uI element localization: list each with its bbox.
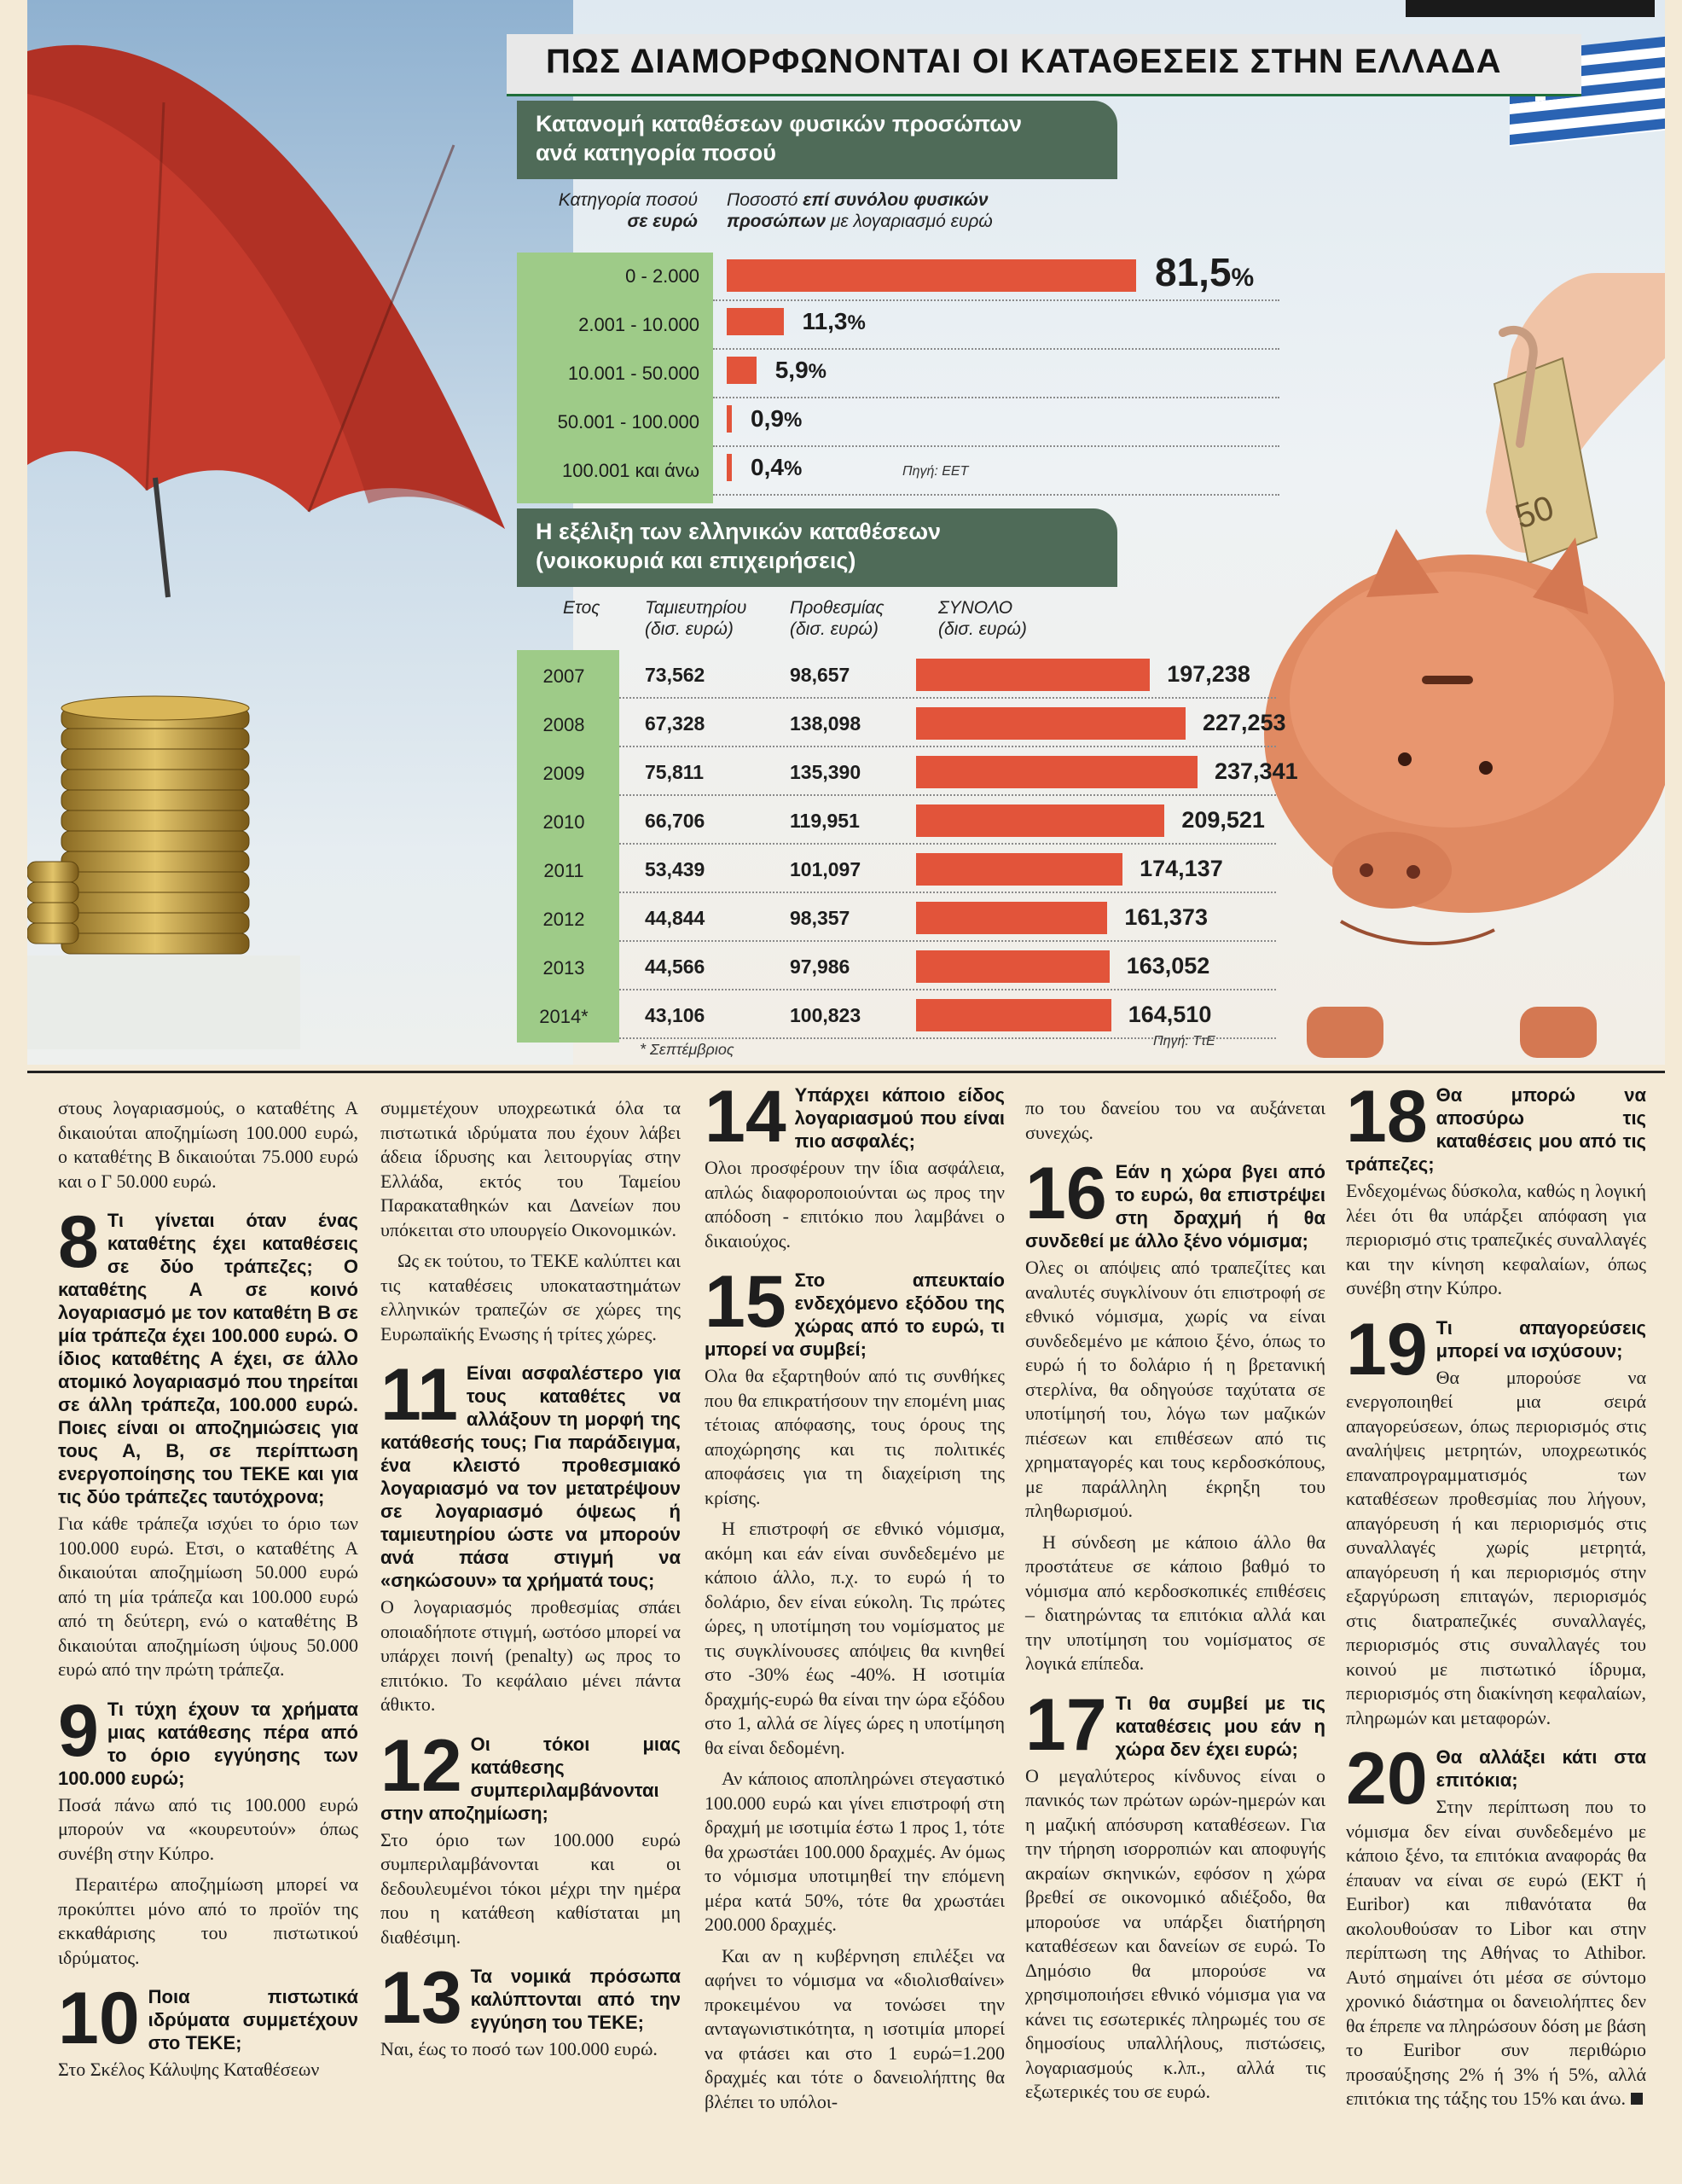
- distribution-heading: [517, 101, 1117, 179]
- question-text: Θα αλλάξει κάτι στα επιτόκια;: [1436, 1746, 1646, 1791]
- percentage-value: [775, 357, 826, 384]
- term-value: 100,823: [790, 1004, 861, 1026]
- percentage-bar: [727, 259, 1136, 292]
- total-value: 174,137: [1140, 856, 1223, 881]
- answer: Ολα θα εξαρτηθούν από τις συνθήκες που θα επικρατήσουν την επομένη μιας τέτοιας απόφασης, τους όρους της αποχώρησης και τις πολιτικές αποφάσεις για τη διαχείριση της κρίσης.: [705, 1365, 1005, 1508]
- section-tab: [1406, 0, 1655, 17]
- percentage-header-part4: με λογαριασμό ευρώ: [826, 212, 993, 231]
- row-divider: [713, 397, 1279, 398]
- end-of-article-mark: [1631, 2093, 1643, 2105]
- percentage-header-part1: Ποσοστό: [727, 190, 803, 210]
- term-value: 119,951: [790, 810, 860, 832]
- percentage-bar: [727, 357, 757, 384]
- question-20: [1346, 1738, 1646, 1820]
- question-text: Τι θα συμβεί με τις καταθέσεις μου εάν η χώρα δεν έχει ευρώ;: [1115, 1692, 1325, 1760]
- total-value: 227,253: [1202, 710, 1286, 735]
- evolution-heading-line1: Η εξέλιξη των ελληνικών καταθέσεων: [536, 519, 942, 544]
- umbrella-image: [27, 0, 539, 614]
- question-12: [380, 1724, 681, 1825]
- row-divider: [619, 892, 1276, 893]
- row-divider: [619, 843, 1276, 845]
- percent-sign: %: [847, 311, 866, 334]
- question-text: Οι τόκοι μιας κατάθεσης συμπεριλαμβάνονται στην αποζημίωση;: [380, 1733, 681, 1824]
- percentage-number: 5,9: [774, 357, 809, 383]
- distribution-source: Πηγή: ΕΕΤ: [902, 464, 969, 479]
- percent-sign: %: [808, 360, 827, 383]
- term-value: 135,390: [790, 761, 861, 783]
- percentage-bar: [727, 405, 732, 433]
- question-18: [1346, 1076, 1646, 1176]
- year-label: 2007: [542, 665, 585, 687]
- category-label: 2.001 - 10.000: [578, 314, 699, 335]
- distribution-heading-line1: Κατανομή καταθέσεων φυσικών προσώπων: [536, 111, 1023, 136]
- amount-category-header-line2: σε ευρώ: [627, 212, 698, 231]
- term-value: 98,357: [790, 907, 850, 929]
- question-number: 15: [705, 1261, 786, 1343]
- row-divider: [713, 494, 1279, 496]
- savings-header: [645, 597, 746, 640]
- question-number: 12: [380, 1724, 462, 1807]
- paragraph: πο του δανείου του να αυξάνεται συνεχώς.: [1025, 1097, 1325, 1143]
- percentage-header: [727, 189, 1085, 232]
- year-label: 2008: [542, 714, 585, 735]
- answer: Για κάθε τράπεζα ισχύει το όριο των 100.000 ευρώ. Ετσι, ο καταθέτης Α δικαιούται αποζημίωση 50.000 ευρώ από τη μία τράπεζα και 100.000 ευρώ από τη δεύτερη, ενώ ο καταθέτης Β δικαιούται αποζημίωση ύψους 50.000 ευρώ από την πρώτη τράπεζα.: [58, 1513, 358, 1680]
- evolution-footnote: * Σεπτέμβριος: [640, 1041, 734, 1058]
- category-label: 100.001 και άνω: [562, 460, 699, 481]
- savings-value: 73,562: [645, 664, 705, 686]
- savings-value: 53,439: [645, 858, 705, 880]
- answer: Ναι, έως το ποσό των 100.000 ευρώ.: [380, 2038, 658, 2059]
- row-divider: [713, 445, 1279, 447]
- total-value: 197,238: [1167, 661, 1250, 687]
- percentage-value: [751, 405, 802, 433]
- row-divider: [619, 697, 1276, 699]
- question-number: 17: [1025, 1683, 1107, 1766]
- total-value: 161,373: [1124, 904, 1208, 930]
- percentage-bar: [727, 308, 784, 335]
- percentage-number: 0,4: [751, 454, 784, 480]
- question-number: 14: [705, 1076, 786, 1158]
- term-value: 138,098: [790, 712, 861, 735]
- question-11: [380, 1354, 681, 1592]
- question-text: Θα μπορώ να αποσύρω τις καταθέσεις μου από τις τράπεζες;: [1346, 1084, 1646, 1175]
- category-label: 0 - 2.000: [625, 265, 699, 287]
- savings-header-line2: (δισ. ευρώ): [645, 619, 734, 639]
- savings-value: 75,811: [645, 761, 705, 783]
- total-value: 163,052: [1126, 953, 1210, 979]
- question-10: [58, 1978, 358, 2059]
- answer: Ποσά πάνω από τις 100.000 ευρώ μπορούν να «κουρευτούν» όπως συνέβη στην Κύπρο.: [58, 1793, 358, 1864]
- answer: Στο όριο των 100.000 ευρώ συμπεριλαμβάνονται και οι δεδουλευμένοι τόκοι μέχρι την ημέρα που η κατάθεση καθίσταται μη διαθέσιμη.: [380, 1828, 681, 1948]
- term-value: 101,097: [790, 858, 861, 880]
- piggy-bank-image: [1238, 256, 1665, 1065]
- term-header-line1: Προθεσμίας: [790, 598, 884, 618]
- question-text: Εάν η χώρα βγει από το ευρώ, θα επιστρέψει στη δραχμή ή θα συνδεθεί με άλλο ξένο νόμισμα;: [1025, 1161, 1325, 1252]
- question-text: Τι γίνεται όταν ένας καταθέτης έχει καταθέσεις σε δύο τράπεζες; Ο καταθέτης Α σε κοινό λογαριασμό με τον καταθέτη Β σε μία τράπεζα έχει 100.000 ευρώ. Ο ίδιος καταθέτης Α έχει, σε άλλο ατομικό λογαριασμό που τηρείται σε άλλη τράπεζα, 100.000 ευρώ. Ποιες είναι οι αποζημιώσεις για τους Α, Β, σε περίπτωση ενεργοποίησης του ΤΕΚΕ και για τις δύο τράπεζες ταυτόχρονα;: [58, 1210, 358, 1507]
- answer: Η επιστροφή σε εθνικό νόμισμα, ακόμη και εάν είναι συνδεδεμένο με κάποιο άλλο, π.χ. το ευρώ ή το δολάριο, δεν είναι εύκολη. Τις πρώτες ώρες, η υποτίμηση του νομίσματος με τις συγκλίνουσες απόψεις θα κινηθεί στο -30% έως -40%. Η ισοτιμία δραχμής-ευρώ θα είναι την ώρα εξόδου στο 1, αλλά σε λίγες ώρες η υποτίμηση θα είναι δεδομένη.: [705, 1518, 1005, 1758]
- percentage-value: [751, 454, 802, 481]
- row-divider: [619, 794, 1276, 796]
- question-text: Τα νομικά πρόσωπα καλύπτονται από την εγγύηση του ΤΕΚΕ;: [470, 1966, 681, 2033]
- question-19: [1346, 1308, 1646, 1391]
- percentage-value: [803, 308, 866, 335]
- year-label: 2011: [543, 860, 584, 881]
- article-column-1: [58, 1096, 358, 2089]
- answer: Ο μεγαλύτερος κίνδυνος είναι ο πανικός των πρώτων ωρών-ημερών και η μαζική απόσυρση καταθέσεων. Για την τήρηση ισορροπιών και αποφυγής ακραίων σκηνικών, εφόσον η χώρα βρεθεί σε οικονομικό αδιέξοδο, θα μπορούσε να υπάρξει διατήρηση καταθέσεων και δανείων σε ευρώ. Το Δημόσιο θα μπορούσε να χρησιμοποιήσει εθνικό νόμισμα για να κάνει τις εσωτερικές πληρωμές του σε δημοσίους υπαλλήλους, πιστώσεις, λογαριασμούς κ.λπ., αλλά τις εξωτερικές του σε ευρώ.: [1025, 1764, 1325, 2102]
- answer: Η σύνδεση με κάποιο άλλο θα προστάτευε σε κάποιο βαθμό το νόμισμα από κερδοσκοπικές επιθέσεις – διατηρώντας τα επιτόκια αλλά και την υποτίμηση του νομίσματος σε λογικά επίπεδα.: [1025, 1531, 1325, 1674]
- question-number: 19: [1346, 1308, 1428, 1391]
- percentage-number: 11,3: [802, 308, 848, 334]
- total-value: 164,510: [1128, 1002, 1212, 1027]
- question-number: 9: [58, 1689, 99, 1772]
- amount-category-header-line1: Κατηγορία ποσού: [558, 190, 698, 210]
- year-header: Ετος: [563, 598, 600, 618]
- savings-value: 44,844: [645, 907, 705, 929]
- answer: Αν κάποιος αποπληρώνει στεγαστικό 100.000 ευρώ και γίνει επιστροφή στη δραχμή με ισοτιμία έστω 1 προς 1, τότε θα χρωστάει 100.000 δραχμές. Αν όμως το νόμισμα υποτιμηθεί την επόμενη μέρα κατά 50%, τότε θα χρωστάει 200.000 δραχμές.: [705, 1768, 1005, 1935]
- total-bar: [916, 853, 1122, 886]
- question-number: 13: [380, 1957, 462, 2039]
- paragraph: Ως εκ τούτου, το ΤΕΚΕ καλύπτει και τις καταθέσεις υποκαταστημάτων ελληνικών τραπεζών σε χώρες της Ευρωπαϊκής Ενωσης ή τρίτες χώρες.: [380, 1250, 681, 1345]
- savings-header-line1: Ταμιευτηρίου: [645, 598, 747, 618]
- answer-text: Στην περίπτωση που το νόμισμα δεν είναι συνδεδεμένο με κάποιο ξένο, τα επιτόκια αναφοράς θα έπαυαν να είναι σε ευρώ (ΕΚΤ ή Euribor) και πιθανότατα θα ακολουθούσαν το Libor και στην περίπτωση της Αθήνας το Athibor. Αυτό σημαίνει ότι μέσα σε σύντομο χρονικό διάστημα οι δανειολήπτες δεν θα έπρεπε να πληρώσουν δόση με βάση το Euribor συν περιθώριο προσαύξησης 2% ή 3% ή 5%, αλλά επιτόκια της τάξης του 15% και άνω.: [1346, 1796, 1646, 2109]
- question-15: [705, 1261, 1005, 1361]
- question-text: Στο απευκταίο ενδεχόμενο εξόδου της χώρας από το ευρώ, τι μπορεί να συμβεί;: [705, 1269, 1005, 1360]
- question-number: 10: [58, 1978, 140, 2059]
- percent-sign: %: [783, 457, 803, 480]
- question-16: [1025, 1153, 1325, 1252]
- paragraph: στους λογαριασμούς, ο καταθέτης Α δικαιούται αποζημίωση 100.000 ευρώ, ο καταθέτης Β δικαιούται 75.000 ευρώ και ο Γ 50.000 ευρώ.: [58, 1097, 358, 1192]
- savings-value: 67,328: [645, 712, 705, 735]
- question-text: Τι απαγορεύσεις μπορεί να ισχύσουν;: [1436, 1316, 1646, 1362]
- infographic-title-box: [507, 34, 1581, 96]
- percentage-number: 0,9: [751, 405, 784, 432]
- year-label: 2010: [542, 811, 585, 833]
- infographic-title: ΠΩΣ ΔΙΑΜΟΡΦΩΝΟΝΤΑΙ ΟΙ ΚΑΤΑΘΕΣΕΙΣ ΣΤΗΝ ΕΛΛΑΔΑ: [546, 43, 1502, 80]
- category-label: 10.001 - 50.000: [567, 363, 699, 384]
- article-column-4: [1025, 1096, 1325, 2111]
- percent-sign: %: [783, 409, 803, 432]
- answer: Περαιτέρω αποζημίωση μπορεί να προκύπτει μόνο από το προϊόν της εκκαθάρισης του πιστωτικού ιδρύματος.: [58, 1873, 358, 1968]
- answer: Θα μπορούσε να ενεργοποιηθεί μια σειρά απαγορεύσεων, όπως περιορισμός στις αναλήψεις μετρητών, υποχρεωτικός επαναπρογραμματισμός των καταθέσεων προθεσμίας που λήγουν, απαγόρευση ή και περιορισμός στις συναλλαγές χωρίς μετρητά, απαγόρευση ή και περιορισμός στην εξαργύρωση επιταγών, περιορισμός στις διατραπεζικές συναλλαγές, περιορισμός στις συναλλαγές του κοινού με πιστωτικό ίδρυμα, περιορισμός στη διακίνηση κεφαλαίων, πληρωμών και μεταφορών.: [1346, 1366, 1646, 1728]
- percentage-header-part3: προσώπων: [727, 212, 826, 231]
- answer: Ολες οι απόψεις από τραπεζίτες και αναλυτές συγκλίνουν ότι επιστροφή σε εθνικό νόμισμα, χωρίς να είναι συνδεδεμένο με κάποιο ξένο, όπως το ευρώ ή το δολάριο ή η βρετανική στερλίνα, θα οδηγούσε ταχύτατα σε υποτίμησή του, λόγω των μαζικών πιέσεων και επιθέσεων από τις χρηματαγορές και τους κερδοσκόπους, με παράλληλη έκρηξη του πληθωρισμού.: [1025, 1257, 1325, 1521]
- answer: Και αν η κυβέρνηση επιλέξει να αφήνει το νόμισμα να «διολισθαίνει» προκειμένου να τονώσει την ανταγωνιστικότητα, η ισοτιμία μπορεί να φτάσει και στο 1 ευρώ=1.200 δραχμές και τότε ο δανειολήπτης θα βλέπει το υπόλοι-: [705, 1944, 1005, 2112]
- article-column-5: [1346, 1076, 1646, 2118]
- total-bar: [916, 804, 1164, 837]
- answer: Ενδεχομένως δύσκολα, καθώς η λογική λέει ότι θα υπάρξει απόφαση για περιορισμό στις τραπεζικές συναλλαγές και την κίνηση κεφαλαίων, όπως συνέβη στην Κύπρο.: [1346, 1180, 1646, 1298]
- total-bar: [916, 999, 1111, 1031]
- total-header-line2: (δισ. ευρώ): [938, 619, 1027, 639]
- evolution-source: Πηγή: ΤτΕ: [1153, 1034, 1215, 1048]
- percentage-number: 81,5: [1155, 250, 1232, 294]
- question-13: [380, 1957, 681, 2039]
- savings-value: 66,706: [645, 810, 705, 832]
- term-value: 97,986: [790, 956, 850, 978]
- question-text: Είναι ασφαλέστερο για τους καταθέτες να αλλάξουν τη μορφή της κατάθεσής τους; Για παράδειγμα, ένα κλειστό προθεσμιακό λογαριασμό να τον μετατρέψουν σε λογαριασμό όψεως ή ταμιευτηρίου ώστε να μπορούν ανά πάσα στιγμή να «σηκώσουν» τα χρήματά τους;: [380, 1362, 681, 1591]
- coin-stacks-image: [27, 674, 300, 1049]
- year-label: 2013: [542, 957, 585, 979]
- category-label: 50.001 - 100.000: [557, 411, 699, 433]
- term-header-line2: (δισ. ευρώ): [790, 619, 879, 639]
- amount-category-header: [517, 189, 698, 232]
- question-number: 18: [1346, 1076, 1428, 1158]
- distribution-heading-line2: ανά κατηγορία ποσού: [536, 140, 776, 166]
- question-number: 8: [58, 1201, 99, 1283]
- answer: Ο λογαριασμός προθεσμίας σπάει οποιαδήποτε στιγμή, ωστόσο μπορεί να υπάρχει ποινή (penalty) ως προς το επιτόκιο. Το κεφάλαιο μένει πάντα άθικτο.: [380, 1596, 681, 1715]
- question-text: Υπάρχει κάποιο είδος λογαριασμού που είναι πιο ασφαλές;: [794, 1084, 1005, 1152]
- total-bar: [916, 659, 1150, 691]
- total-bar: [916, 950, 1110, 983]
- row-divider: [619, 989, 1276, 990]
- year-label: 2012: [542, 909, 585, 930]
- total-bar: [916, 902, 1107, 934]
- question-number: 16: [1025, 1153, 1107, 1234]
- question-number: 20: [1346, 1738, 1428, 1820]
- year-label: 2009: [542, 763, 585, 784]
- row-divider: [619, 940, 1276, 942]
- percentage-header-part2: επί συνόλου φυσικών: [803, 190, 989, 210]
- total-value: 209,521: [1181, 807, 1265, 833]
- term-header: [790, 597, 884, 640]
- total-value: 237,341: [1215, 758, 1298, 784]
- total-header-line1: ΣΥΝΟΛΟ: [938, 598, 1013, 618]
- year-label: 2014*: [539, 1006, 589, 1027]
- paragraph: συμμετέχουν υποχρεωτικά όλα τα πιστωτικά ιδρύματα που έχουν λάβει άδεια ίδρυσης και λειτουργίας στην Ελλάδα, εκτός του Ταμείου Παρακαταθηκών και Δανείων που υπόκειται στο υπουργείο Οικονομικών.: [380, 1097, 681, 1240]
- evolution-heading: [517, 508, 1117, 587]
- term-value: 98,657: [790, 664, 850, 686]
- question-text: Τι τύχη έχουν τα χρήματα μιας κατάθεσης πέρα από το όριο εγγύησης των 100.000 ευρώ;: [58, 1698, 358, 1789]
- total-header: [938, 597, 1027, 640]
- row-divider: [713, 348, 1279, 350]
- question-8: [58, 1201, 358, 1508]
- article-column-2: [380, 1096, 681, 2069]
- answer: Ολοι προσφέρουν την ίδια ασφάλεια, απλώς διαφοροποιούνται ως προς την απόδοση - επιτόκιο που λαμβάνει ο δικαιούχος.: [705, 1157, 1005, 1252]
- total-bar: [916, 707, 1186, 740]
- answer: [1346, 1795, 1646, 2111]
- savings-value: 43,106: [645, 1004, 705, 1026]
- year-labels-box: [517, 650, 619, 1043]
- evolution-heading-line2: (νοικοκυριά και επιχειρήσεις): [536, 548, 856, 573]
- row-divider: [619, 746, 1276, 747]
- article-column-3: [705, 1076, 1005, 2121]
- svg-text:50: 50: [1511, 488, 1559, 537]
- question-14: [705, 1076, 1005, 1158]
- percentage-bar: [727, 454, 732, 481]
- total-bar: [916, 756, 1198, 788]
- answer: Στο Σκέλος Κάλυψης Καταθέσεων: [58, 2059, 320, 2080]
- question-17: [1025, 1683, 1325, 1766]
- question-text: Ποια πιστωτικά ιδρύματα συμμετέχουν στο ΤΕΚΕ;: [148, 1986, 358, 2053]
- question-9: [58, 1689, 358, 1790]
- savings-value: 44,566: [645, 956, 705, 978]
- row-divider: [713, 299, 1279, 301]
- question-number: 11: [380, 1354, 458, 1436]
- percentage-value: [1155, 249, 1254, 295]
- percent-sign: %: [1231, 264, 1255, 292]
